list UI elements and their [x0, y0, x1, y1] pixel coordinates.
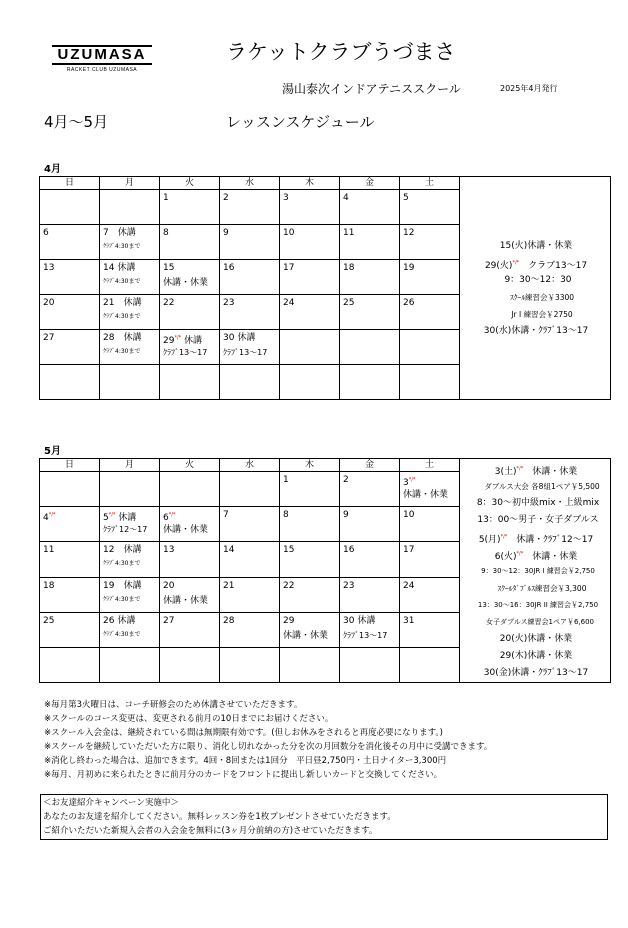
- day-entry: [403, 472, 459, 488]
- day-number: 11: [43, 545, 55, 556]
- weekday-wed: 水: [220, 177, 280, 190]
- day-status: 休講・休業: [163, 525, 209, 536]
- day-number: 3: [403, 478, 409, 489]
- day-number: 23: [223, 298, 235, 308]
- day-number: 5: [403, 193, 409, 203]
- day-cell: [160, 612, 220, 647]
- day-cell: [100, 190, 160, 225]
- day-cell: [280, 472, 340, 507]
- day-number: 20: [163, 580, 175, 591]
- mark-star: *: [52, 512, 56, 519]
- day-cell: [220, 295, 280, 330]
- day-cell: [100, 472, 160, 507]
- day-club-time: ｸﾗﾌﾞ4:30まで: [103, 595, 141, 603]
- day-number: 11: [343, 228, 355, 238]
- day-number: 7: [103, 228, 109, 238]
- note: [462, 546, 610, 563]
- note: 30(金)休講・ｸﾗﾌﾞ13～17: [483, 668, 589, 678]
- day-cell: [40, 190, 100, 225]
- weekday-header-row: [40, 177, 611, 190]
- day-cell: [280, 507, 340, 542]
- may-calendar: [39, 458, 611, 683]
- day-entry: [103, 613, 159, 629]
- note: [462, 461, 610, 478]
- day-cell: [160, 542, 220, 577]
- day-number: 13: [163, 545, 175, 556]
- day-entry: [103, 260, 159, 276]
- day-cell: [340, 612, 400, 647]
- day-cell: [160, 330, 220, 365]
- day-entry: [223, 330, 279, 346]
- day-number: 8: [283, 510, 289, 521]
- weekday-tue: 火: [160, 459, 220, 472]
- footnotes: [44, 698, 492, 782]
- day-cell: [340, 507, 400, 542]
- day-number: 19: [403, 263, 415, 273]
- day-status: 休講: [118, 513, 137, 524]
- day-club-time: ｸﾗﾌﾞ4:30まで: [103, 560, 141, 568]
- day-number: 24: [403, 580, 415, 591]
- weekday-tue: 火: [160, 177, 220, 190]
- mark-star: *: [516, 551, 520, 557]
- day-number: 25: [43, 615, 55, 626]
- footnote: ※毎月第3火曜日は、コーチ研修会のため休講させていただきます。: [44, 700, 303, 710]
- day-number: 26: [103, 615, 115, 626]
- day-number: 28: [103, 333, 115, 343]
- day-cell: [160, 225, 220, 260]
- mark-star: *: [112, 512, 116, 519]
- day-cell: [100, 260, 160, 295]
- day-number: 21: [223, 580, 235, 591]
- day-number: 23: [343, 580, 355, 591]
- footnote: ※消化し終わった場合は、追加できます。4回・8回または1回分 平日昼2,750円・土日ナイター3,300円: [44, 756, 447, 766]
- mark-slash: /: [519, 551, 521, 557]
- day-number: 1: [163, 193, 169, 203]
- day-number: 14: [103, 263, 115, 273]
- day-number: 16: [223, 263, 235, 273]
- issue-date: 2025年4月発行: [500, 84, 558, 93]
- day-cell: [280, 330, 340, 365]
- day-cell: [340, 225, 400, 260]
- day-cell: [400, 612, 460, 647]
- day-cell: [40, 612, 100, 647]
- day-club-time: ｸﾗﾌﾞ4:30まで: [103, 630, 141, 638]
- day-entry: [43, 507, 99, 523]
- note: [462, 255, 610, 272]
- day-number: 17: [403, 545, 415, 556]
- day-cell: [340, 295, 400, 330]
- logo-sub-text: RACKET CLUB UZUMASA: [66, 67, 138, 73]
- day-cell: [40, 647, 100, 682]
- day-status: 休講: [123, 580, 142, 591]
- note-text: 休講・ｸﾗﾌﾞ12～17: [516, 535, 594, 545]
- day-cell: [220, 542, 280, 577]
- day-cell: [160, 190, 220, 225]
- day-cell: [40, 295, 100, 330]
- day-cell: [220, 472, 280, 507]
- day-cell: [220, 225, 280, 260]
- day-entry: [343, 613, 399, 629]
- mark-star: *: [512, 260, 515, 266]
- day-cell: [280, 577, 340, 612]
- note-text: クラブ13～17: [528, 261, 588, 271]
- note: 20(火)休講・休業: [499, 634, 573, 644]
- day-number: 8: [163, 228, 169, 238]
- mark-slash: /: [514, 260, 517, 266]
- day-cell: [280, 365, 340, 400]
- day-status: 休講: [117, 263, 136, 273]
- day-cell: [400, 577, 460, 612]
- note: 女子ダブルス練習会1ペア￥6,600: [485, 618, 594, 626]
- mark-star: *: [172, 512, 176, 519]
- day-cell: [280, 295, 340, 330]
- day-cell: [160, 365, 220, 400]
- school-name: 湯山泰次インドアテニススクール: [282, 82, 461, 96]
- mark-slash: /: [503, 534, 505, 540]
- weekday-sat: 土: [400, 177, 460, 190]
- mark-star: *: [500, 534, 504, 540]
- day-number: 18: [43, 580, 55, 591]
- day-number: 7: [223, 510, 229, 521]
- day-cell: [100, 330, 160, 365]
- mark-star: *: [412, 477, 416, 484]
- may-label: 5月: [44, 446, 61, 457]
- note-text: 休講・休業: [532, 552, 578, 562]
- day-cell: [400, 295, 460, 330]
- day-cell: [280, 225, 340, 260]
- day-number: 18: [343, 263, 355, 273]
- day-entry: [103, 578, 159, 594]
- note: ｽｸｰﾙﾀﾞﾌﾞﾙｽ練習会￥3,300: [497, 584, 587, 593]
- weekday-sun: 日: [40, 177, 100, 190]
- day-cell: [400, 542, 460, 577]
- day-cell: [100, 577, 160, 612]
- day-cell: [40, 330, 100, 365]
- note: ダブルス大会 各8組1ペア￥5,500: [484, 482, 600, 491]
- day-number: 10: [283, 228, 295, 238]
- day-cell: [280, 542, 340, 577]
- day-status: 休講: [184, 336, 203, 346]
- mark: [501, 534, 508, 540]
- mark-star: *: [48, 512, 52, 519]
- day-status: 休講: [123, 545, 142, 556]
- mark-star: *: [168, 512, 172, 519]
- day-status: 休講・休業: [163, 278, 209, 288]
- day-cell: [160, 577, 220, 612]
- day-number: 27: [163, 615, 175, 626]
- day-club-time: ｸﾗﾌﾞ12～17: [103, 525, 148, 535]
- mark-star: *: [504, 534, 508, 540]
- campaign-line: あなたのお友達を紹介してください。無料レッスン券を1枚プレゼントさせていただきます。: [43, 812, 396, 822]
- april-calendar: [39, 176, 611, 400]
- note: 29(木)休講・休業: [499, 651, 573, 661]
- mark-star: *: [516, 260, 520, 266]
- note: [462, 529, 610, 546]
- weekday-sun: 日: [40, 459, 100, 472]
- day-cell: [220, 330, 280, 365]
- day-entry: [163, 507, 219, 523]
- day-cell: [100, 542, 160, 577]
- weekday-thu: 木: [280, 459, 340, 472]
- day-number: 24: [283, 298, 295, 308]
- day-cell: [220, 647, 280, 682]
- day-number: 31: [403, 615, 415, 626]
- day-cell: [40, 507, 100, 542]
- day-number: 1: [283, 475, 289, 486]
- day-cell: [280, 647, 340, 682]
- weekday-fri: 金: [340, 459, 400, 472]
- day-cell: [40, 577, 100, 612]
- note-date: 29(火): [484, 261, 513, 271]
- note: Jr I 練習会￥2750: [511, 310, 573, 319]
- day-cell: [220, 260, 280, 295]
- day-cell: [100, 647, 160, 682]
- campaign-heading: ＜お友達紹介キャンペーン実施中＞: [43, 798, 179, 808]
- weekday-thu: 木: [280, 177, 340, 190]
- mark: [512, 260, 519, 266]
- mark-slash: /: [411, 477, 413, 484]
- day-number: 30: [343, 615, 355, 626]
- day-cell: [340, 365, 400, 400]
- weekday-sat: 土: [400, 459, 460, 472]
- mark: [169, 512, 176, 518]
- day-cell: [340, 190, 400, 225]
- note: 13：30～16：30JR II 練習会￥2,750: [477, 601, 599, 609]
- weekday-wed: 水: [220, 459, 280, 472]
- logo-main-text: UZUMASA: [52, 45, 152, 65]
- april-label: 4月: [44, 164, 61, 175]
- mark-star: *: [108, 512, 112, 519]
- day-cell: [100, 365, 160, 400]
- mark: [517, 466, 524, 472]
- day-entry: [103, 225, 159, 241]
- campaign-line: ご紹介いただいた新規入会者の入会金を無料に(3ヶ月分前納の方)させていただきます。: [43, 826, 378, 836]
- day-number: 19: [103, 580, 115, 591]
- day-number: 9: [343, 510, 349, 521]
- day-cell: [220, 190, 280, 225]
- weekday-fri: 金: [340, 177, 400, 190]
- logo: [52, 45, 152, 73]
- day-number: 4: [43, 513, 49, 524]
- day-entry: [163, 330, 219, 346]
- day-cell: [100, 507, 160, 542]
- day-number: 14: [223, 545, 235, 556]
- day-cell: [400, 647, 460, 682]
- day-cell: [340, 577, 400, 612]
- day-number: 15: [283, 545, 295, 556]
- day-status: 休講・休業: [403, 490, 449, 501]
- day-number: 13: [43, 263, 55, 273]
- note: 9：30～12：30: [504, 275, 572, 285]
- day-cell: [400, 190, 460, 225]
- note-date: 5(月): [478, 535, 501, 545]
- day-status: 休講: [237, 333, 256, 343]
- day-status: 休講・休業: [283, 630, 329, 641]
- day-cell: [400, 260, 460, 295]
- day-cell: [400, 225, 460, 260]
- day-number: 20: [43, 298, 55, 308]
- day-number: 30: [223, 333, 235, 343]
- day-cell: [400, 330, 460, 365]
- day-number: 10: [403, 510, 415, 521]
- day-club-time: ｸﾗﾌﾞ13～17: [163, 348, 208, 357]
- day-cell: [340, 472, 400, 507]
- day-cell: [160, 647, 220, 682]
- day-status: 休講: [123, 333, 142, 343]
- footnote: ※毎月、月初めに来られたときに前月分のカードをフロントに提出し新しいカードと交換してください。: [44, 770, 443, 780]
- day-cell: [40, 542, 100, 577]
- day-cell: [160, 295, 220, 330]
- mark-slash: /: [519, 466, 521, 472]
- day-club-time: ｸﾗﾌﾞ4:30まで: [103, 348, 141, 355]
- weekday-mon: 月: [100, 177, 160, 190]
- day-club-time: ｸﾗﾌﾞ13～17: [223, 348, 268, 357]
- day-number: 5: [103, 513, 109, 524]
- mark-star: *: [520, 551, 524, 557]
- day-cell: [340, 647, 400, 682]
- mark-star: *: [408, 477, 412, 484]
- day-entry: [103, 542, 159, 558]
- day-number: 27: [43, 333, 55, 343]
- day-entry: [103, 295, 159, 311]
- mark-slash: /: [111, 512, 113, 519]
- mark-slash: /: [171, 512, 173, 519]
- day-number: 17: [283, 263, 295, 273]
- may-notes: [460, 459, 611, 683]
- mark: [49, 512, 56, 518]
- mark-slash: /: [176, 335, 179, 341]
- schedule-period: 4月～5月: [44, 113, 109, 131]
- day-cell: [400, 365, 460, 400]
- day-cell: [220, 577, 280, 612]
- schedule-title: レッスンスケジュール: [226, 113, 375, 131]
- day-number: 12: [403, 228, 415, 238]
- day-number: 4: [343, 193, 349, 203]
- day-cell: [340, 260, 400, 295]
- note: ｽｸｰﾙ練習会￥3300: [509, 293, 575, 302]
- day-number: 2: [223, 193, 229, 203]
- day-number: 29: [283, 615, 295, 626]
- note-date: 3(土): [494, 467, 517, 477]
- day-club-time: ｸﾗﾌﾞ4:30まで: [103, 243, 141, 250]
- day-cell: [100, 612, 160, 647]
- day-club-time: ｸﾗﾌﾞ4:30まで: [103, 313, 141, 320]
- day-cell: [280, 190, 340, 225]
- day-number: 9: [223, 228, 229, 238]
- day-cell: [160, 260, 220, 295]
- day-cell: [340, 330, 400, 365]
- footnote: ※スクールのコース変更は、変更される前月の10日までにお届けください。: [44, 714, 334, 724]
- mark: [409, 477, 416, 483]
- day-number: 21: [103, 298, 115, 308]
- weekday-header-row: [40, 459, 611, 472]
- day-number: 22: [163, 298, 175, 308]
- footnote: ※スクール入会金は、継続されている間は無期限有効です。(但しお休みをされると再度必要になります。): [44, 728, 443, 738]
- note-text: 休講・休業: [532, 467, 578, 477]
- footnote: ※スクールを継続していただいた方に限り、消化し切れなかった分を次の月回数分を消化後その月中に受講できます。: [44, 742, 493, 752]
- day-entry: [103, 330, 159, 346]
- april-notes: [460, 177, 611, 400]
- friend-referral-campaign-box: [40, 794, 608, 840]
- mark: [109, 512, 116, 518]
- day-number: 6: [163, 513, 169, 524]
- day-cell: [220, 612, 280, 647]
- day-number: 15: [163, 263, 175, 273]
- day-cell: [40, 472, 100, 507]
- day-status: 休講: [357, 615, 376, 626]
- day-cell: [400, 472, 460, 507]
- day-cell: [160, 507, 220, 542]
- day-cell: [40, 260, 100, 295]
- day-status: 休講・休業: [163, 595, 209, 606]
- mark-slash: /: [51, 512, 53, 519]
- mark-star: *: [520, 466, 524, 472]
- day-cell: [280, 612, 340, 647]
- day-number: 29: [163, 336, 175, 346]
- weekday-mon: 月: [100, 459, 160, 472]
- mark-star: *: [178, 335, 182, 341]
- day-status: 休講: [117, 228, 136, 238]
- day-cell: [40, 365, 100, 400]
- mark-star: *: [174, 335, 177, 341]
- day-club-time: ｸﾗﾌﾞ13～17: [343, 630, 388, 640]
- day-cell: [100, 225, 160, 260]
- day-number: 2: [343, 475, 349, 486]
- day-number: 3: [283, 193, 289, 203]
- day-cell: [340, 542, 400, 577]
- day-number: 25: [343, 298, 355, 308]
- day-cell: [40, 225, 100, 260]
- day-number: 16: [343, 545, 355, 556]
- day-cell: [220, 365, 280, 400]
- day-club-time: ｸﾗﾌﾞ4:30まで: [103, 278, 141, 285]
- note: 30(水)休講・ｸﾗﾌﾞ13～17: [483, 326, 589, 336]
- day-cell: [160, 472, 220, 507]
- day-status: 休講: [123, 298, 142, 308]
- mark: [517, 551, 524, 557]
- day-cell: [100, 295, 160, 330]
- day-cell: [400, 507, 460, 542]
- club-title: ラケットクラブうづまさ: [226, 40, 456, 64]
- note: 13：00～男子・女子ダブルス: [477, 515, 599, 525]
- mark-star: *: [516, 466, 520, 472]
- note: 9：30～12：30JR I 練習会￥2,750: [481, 567, 595, 575]
- day-entry: [103, 507, 159, 523]
- day-number: 22: [283, 580, 295, 591]
- note: 8：30～初中級mix・上級mix: [476, 498, 600, 508]
- day-status: 休講: [117, 615, 136, 626]
- note-date: 6(火): [494, 552, 517, 562]
- note: 15(火)休講・休業: [499, 241, 573, 251]
- day-number: 6: [43, 228, 49, 238]
- day-number: 26: [403, 298, 415, 308]
- mark: [174, 335, 181, 341]
- day-number: 28: [223, 615, 235, 626]
- day-cell: [280, 260, 340, 295]
- day-number: 12: [103, 545, 115, 556]
- day-cell: [220, 507, 280, 542]
